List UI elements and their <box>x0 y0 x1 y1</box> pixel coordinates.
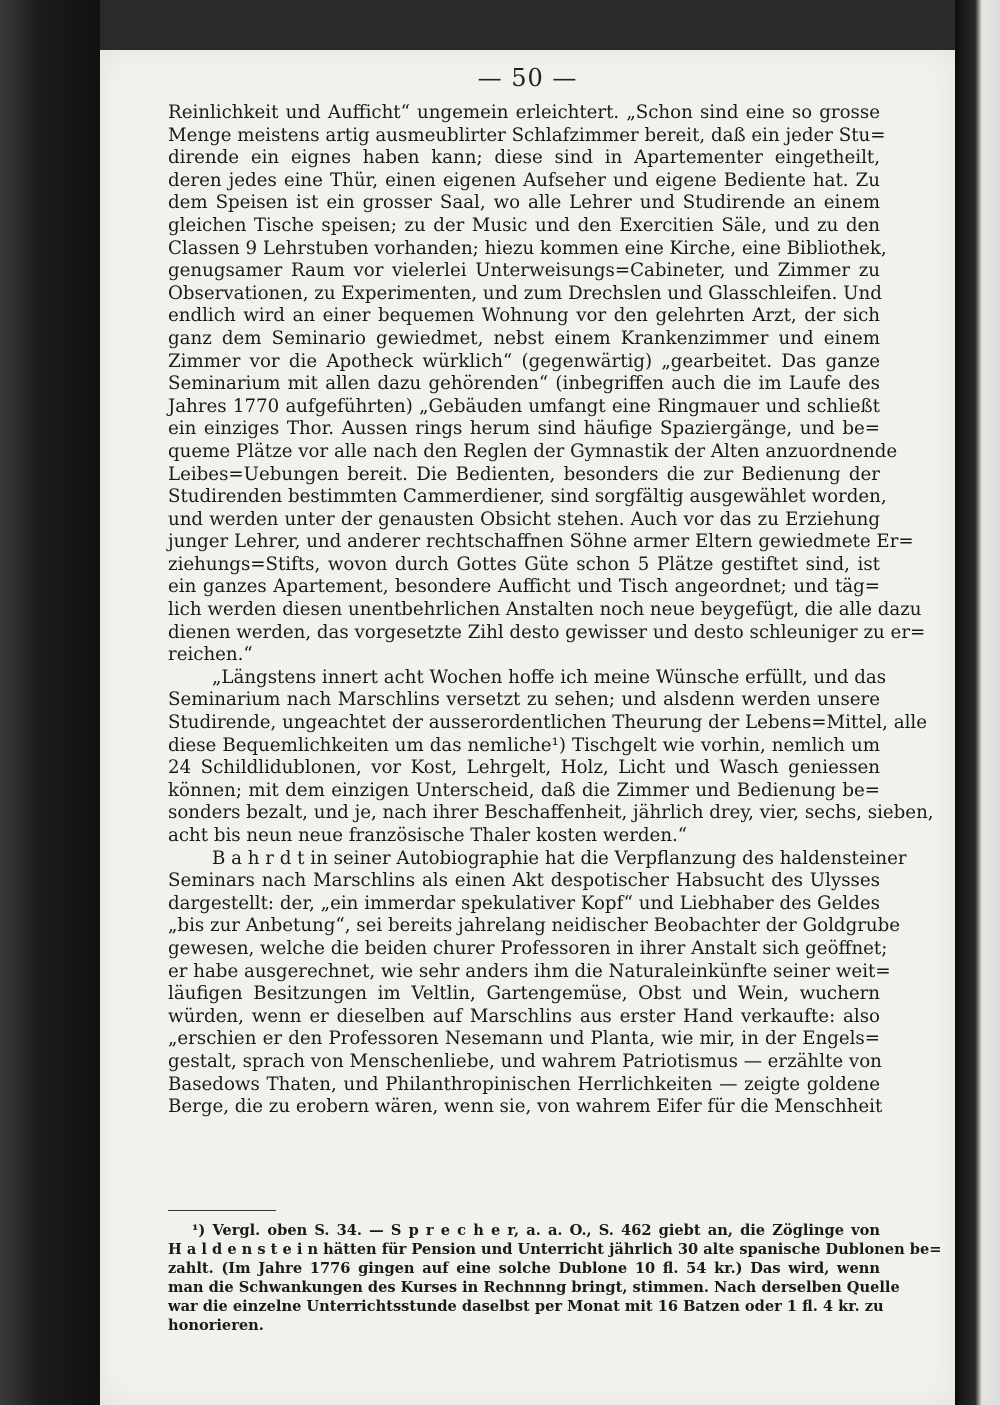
text-line: ein einziges Thor. Aussen rings herum sind häufige Spaziergänge, und be= <box>168 418 880 440</box>
book-page <box>100 50 955 1405</box>
text-line: deren jedes eine Thür, einen eigenen Aufseher und eigene Bediente hat. Zu <box>168 169 880 191</box>
text-line: Seminarium nach Marschlins versetzt zu sehen; und alsdenn werden unsere <box>168 689 880 711</box>
text-line: Studirende, ungeachtet der ausserordentlichen Theurung der Lebens=Mittel, alle <box>168 712 927 734</box>
text-line: Berge, die zu erobern wären, wenn sie, von wahrem Eifer für die Menschheit <box>168 1096 883 1118</box>
text-line: lich werden diesen unentbehrlichen Anstalten noch neue beygefügt, die alle dazu <box>168 599 922 621</box>
text-line: dem Speisen ist ein grosser Saal, wo alle Lehrer und Studirende an einem <box>168 192 880 214</box>
text-line: würden, wenn er dieselben auf Marschlins aus erster Hand verkaufte: also <box>168 1005 880 1027</box>
text-line: endlich wird an einer bequemen Wohnung vor den gelehrten Arzt, der sich <box>168 305 880 327</box>
footnote-line: man die Schwankungen des Kurses in Rechnnng bringt, stimmen. Nach derselben Quelle <box>168 1279 900 1296</box>
text-line: er habe ausgerechnet, wie sehr anders ihm die Naturaleinkünfte seiner weit= <box>168 960 891 982</box>
text-line: gestalt, sprach von Menschenliebe, und wahrem Patriotismus — erzählte von <box>168 1050 882 1072</box>
text-line: ziehungs=Stifts, wovon durch Gottes Güte schon 5 Plätze gestiftet sind, ist <box>168 553 880 575</box>
text-line: genugsamer Raum vor vielerlei Unterweisungs=Cabineter, und Zimmer zu <box>168 260 880 282</box>
footnote-line: zahlt. (Im Jahre 1776 gingen auf eine solche Dublone 10 fl. 54 kr.) Das wird, wenn <box>168 1260 880 1277</box>
text-line: junger Lehrer, und anderer rechtschaffnen Söhne armer Eltern gewiedmete Er= <box>168 531 914 553</box>
text-line: Studirenden bestimmten Cammerdiener, sind sorgfältig ausgewählet worden, <box>168 486 887 508</box>
text-line: gewesen, welche die beiden churer Professoren in ihrer Anstalt sich geöffnet; <box>168 937 888 959</box>
footnote-line: ¹) Vergl. oben S. 34. — S p r e c h e r, a. a. O., S. 462 giebt an, die Zöglinge von <box>192 1222 880 1239</box>
text-line: B a h r d t in seiner Autobiographie hat die Verpflanzung des haldensteiner <box>212 847 907 869</box>
book-spine-shadow <box>0 0 100 1405</box>
text-line: queme Plätze vor alle nach den Reglen der Gymnastik der Alten anzuordnende <box>168 440 898 462</box>
text-line: dienen werden, das vorgesetzte Zihl desto gewisser und desto schleuniger zu er= <box>168 621 926 643</box>
text-line: Leibes=Uebungen bereit. Die Bedienten, besonders die zur Bedienung der <box>168 463 880 485</box>
text-line: dargestellt: der, „ein immerdar spekulativer Kopf“ und Liebhaber des Geldes <box>168 892 880 914</box>
text-line: Observationen, zu Experimenten, und zum Drechslen und Glasschleifen. Und <box>168 282 882 304</box>
footnote-line: H a l d e n s t e i n hätten für Pension und Unterricht jährlich 30 alte spanische Dublonen be= <box>168 1241 942 1258</box>
text-line: sonders bezalt, und je, nach ihrer Beschaffenheit, jährlich drey, vier, sechs, sieben, <box>168 802 934 824</box>
page-edge-shadow <box>955 0 1000 1405</box>
text-line: Basedows Thaten, und Philanthropinischen Herrlichkeiten — zeigte goldene <box>168 1073 880 1095</box>
footnote <box>168 1221 942 1335</box>
text-line: Zimmer vor die Apotheck würklich“ (gegenwärtig) „gearbeitet. Das ganze <box>168 350 880 372</box>
text-line: Seminarium mit allen dazu gehörenden“ (inbegriffen auch die im Laufe des <box>168 373 880 395</box>
text-line: „erschien er den Professoren Nesemann und Planta, wie mir, in der Engels= <box>168 1028 880 1050</box>
text-line: und werden unter der genausten Obsicht stehen. Auch vor das zu Erziehung <box>168 508 880 530</box>
footnote-line: honorieren. <box>168 1317 264 1334</box>
text-line: ein ganzes Apartement, besondere Aufficht und Tisch angeordnet; und täg= <box>168 576 880 598</box>
text-line: Classen 9 Lehrstuben vorhanden; hiezu kommen eine Kirche, eine Bibliothek, <box>168 237 887 259</box>
text-line: können; mit dem einzigen Unterscheid, daß die Zimmer und Bedienung be= <box>168 779 880 801</box>
text-line: „bis zur Anbetung“, sei bereits jahrelang neidischer Beobachter der Goldgrube <box>168 915 901 937</box>
text-line: Jahres 1770 aufgeführten) „Gebäuden umfangt eine Ringmauer und schließt <box>168 395 880 417</box>
main-text <box>168 102 934 1119</box>
text-line: 24 Schildlidublonen, vor Kost, Lehrgelt, Holz, Licht und Wasch geniessen <box>168 757 880 779</box>
text-line: diese Bequemlichkeiten um das nemliche¹) Tischgelt wie vorhin, nemlich um <box>168 734 880 756</box>
text-line: acht bis neun neue französische Thaler kosten werden.“ <box>168 825 688 846</box>
text-line: gleichen Tische speisen; zu der Music und den Exercitien Säle, und zu den <box>168 214 880 236</box>
text-line: läufigen Besitzungen im Veltlin, Gartengemüse, Obst und Wein, wuchern <box>168 983 880 1005</box>
text-line: Reinlichkeit und Aufficht“ ungemein erleichtert. „Schon sind eine so grosse <box>168 102 880 123</box>
text-line: Seminars nach Marschlins als einen Akt despotischer Habsucht des Ulysses <box>168 870 880 892</box>
footnote-divider <box>168 1210 276 1211</box>
page-number: — 50 — <box>477 64 578 92</box>
text-line: reichen.“ <box>168 644 253 666</box>
text-line: „Längstens innert acht Wochen hoffe ich meine Wünsche erfüllt, und das <box>212 666 887 688</box>
text-line: ganz dem Seminario gewiedmet, nebst einem Krankenzimmer und einem <box>168 327 880 349</box>
text-line: dirende ein eignes haben kann; diese sind in Apartementer eingetheilt, <box>168 147 880 169</box>
text-line: Menge meistens artig ausmeublirter Schlafzimmer bereit, daß ein jeder Stu= <box>168 124 886 146</box>
footnote-line: war die einzelne Unterrichtsstunde daselbst per Monat mit 16 Batzen oder 1 fl. 4 kr. zu <box>168 1298 884 1315</box>
